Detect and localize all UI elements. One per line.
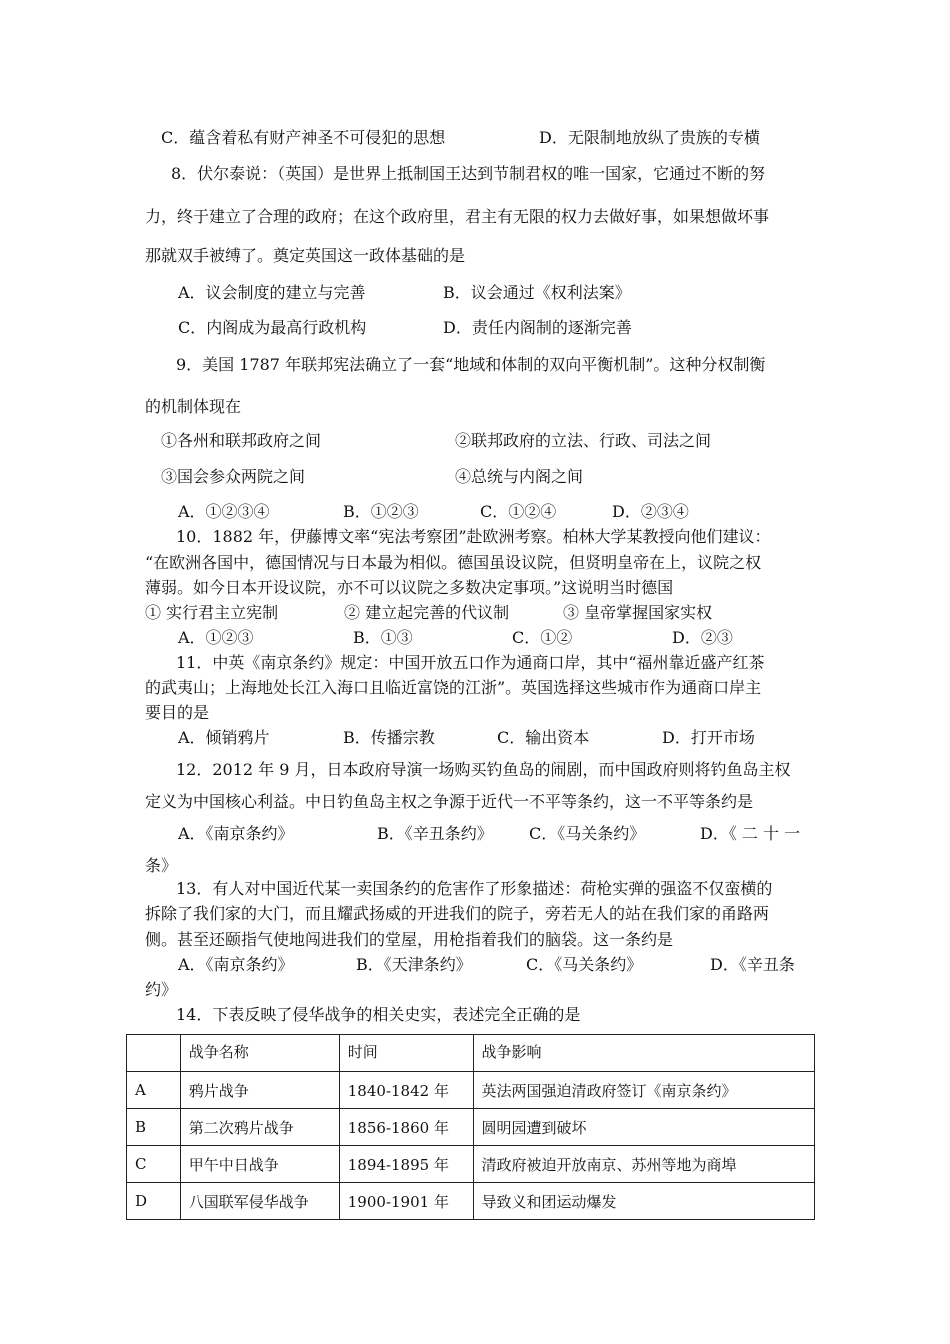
question-8-option-a: A．议会制度的建立与完善 <box>178 283 366 302</box>
question-9-stem-line-1: 9．美国 1787 年联邦宪法确立了一套“地域和体制的双向平衡机制”。这种分权制衡 <box>176 355 766 374</box>
table-cell: 1840-1842 年 <box>339 1072 473 1109</box>
question-8-option-b: B．议会通过《权利法案》 <box>443 283 631 302</box>
question-10-option-d: D．②③ <box>672 628 733 647</box>
question-13-stem-line-2: 拆除了我们家的大门，而且耀武扬威的开进我们的院子，旁若无人的站在我们家的甬路两 <box>145 904 770 923</box>
table-row <box>127 1146 815 1183</box>
question-10-option-b: B．①③ <box>353 628 413 647</box>
q7-option-d: D．无限制地放纵了贵族的专横 <box>539 128 760 147</box>
question-13-option-c: C．《马关条约》 <box>526 955 643 974</box>
table-header-row <box>127 1035 815 1072</box>
question-9-item-4: ④总统与内阁之间 <box>455 467 584 486</box>
question-8-option-d: D．责任内阁制的逐渐完善 <box>443 318 632 337</box>
table-header-cell: 时间 <box>339 1035 473 1072</box>
question-13-stem-line-3: 侧。甚至还颐指气使地闯进我们的堂屋，用枪指着我们的脑袋。这一条约是 <box>145 930 674 949</box>
table-cell: 清政府被迫开放南京、苏州等地为商埠 <box>473 1146 815 1183</box>
table-cell: 第二次鸦片战争 <box>180 1109 339 1146</box>
question-10-item-3: ③ 皇帝掌握国家实权 <box>563 603 713 622</box>
question-9-item-3: ③国会参众两院之间 <box>161 467 306 486</box>
question-11-option-c: C．输出资本 <box>497 728 590 747</box>
table-cell: 导致义和团运动爆发 <box>473 1183 815 1220</box>
table-cell: 圆明园遭到破坏 <box>473 1109 815 1146</box>
question-8-stem-line-3: 那就双手被缚了。奠定英国这一政体基础的是 <box>145 246 466 265</box>
question-13-option-d-continued: 约》 <box>145 980 178 999</box>
question-14-stem-line-1: 14．下表反映了侵华战争的相关史实，表述完全正确的是 <box>176 1005 581 1024</box>
question-11-stem-line-2: 的武夷山；上海地处长江入海口且临近富饶的江浙”。英国选择这些城市作为通商口岸主 <box>145 678 762 697</box>
question-9-option-d: D．②③④ <box>612 502 689 521</box>
question-12-option-d-continued: 条》 <box>145 856 178 875</box>
question-9-option-c: C．①②④ <box>480 502 557 521</box>
table-row <box>127 1109 815 1146</box>
question-12-stem-line-1: 12．2012 年 9 月，日本政府导演一场购买钓鱼岛的闹剧，而中国政府则将钓鱼岛主权 <box>176 760 791 779</box>
table-cell: 八国联军侵华战争 <box>180 1183 339 1220</box>
question-13-option-d: D．《辛丑条 <box>710 955 795 974</box>
question-10-option-a: A．①②③ <box>178 628 254 647</box>
question-10-stem-line-1: 10．1882 年，伊藤博文率“宪法考察团”赴欧洲考察。柏林大学某教授向他们建议： <box>176 527 771 546</box>
question-13-option-b: B．《天津条约》 <box>356 955 472 974</box>
table-header-cell: 战争名称 <box>180 1035 339 1072</box>
question-12-option-a: A．《南京条约》 <box>178 824 294 843</box>
table-cell: 鸦片战争 <box>180 1072 339 1109</box>
question-10-item-1: ① 实行君主立宪制 <box>145 603 279 622</box>
table-cell: 1856-1860 年 <box>339 1109 473 1146</box>
question-11-stem-line-3: 要目的是 <box>145 703 210 722</box>
question-8-stem-line-1: 8．伏尔泰说：（英国）是世界上抵制国王达到节制君权的唯一国家，它通过不断的努 <box>171 164 766 183</box>
table-cell: D <box>127 1183 181 1220</box>
question-10-item-2: ② 建立起完善的代议制 <box>344 603 510 622</box>
question-12-option-d: D．《 二 十 一 <box>700 824 801 843</box>
table-row <box>127 1183 815 1220</box>
question-10-stem-line-2: “在欧洲各国中，德国情况与日本最为相似。德国虽设议院，但贤明皇帝在上，议院之权 <box>145 553 762 572</box>
question-13-option-a: A．《南京条约》 <box>178 955 294 974</box>
question-9-option-a: A．①②③④ <box>178 502 270 521</box>
table-cell: C <box>127 1146 181 1183</box>
question-10-option-c: C．①② <box>512 628 573 647</box>
question-11-option-b: B．传播宗教 <box>343 728 435 747</box>
table-cell: 英法两国强迫清政府签订《南京条约》 <box>473 1072 815 1109</box>
question-9-item-1: ①各州和联邦政府之间 <box>161 431 322 450</box>
question-12-stem-line-2: 定义为中国核心利益。中日钓鱼岛主权之争源于近代一不平等条约，这一不平等条约是 <box>145 792 754 811</box>
table-row <box>127 1072 815 1109</box>
question-11-option-d: D．打开市场 <box>662 728 755 747</box>
table-cell: A <box>127 1072 181 1109</box>
table-cell: B <box>127 1109 181 1146</box>
question-9-stem-line-2: 的机制体现在 <box>145 397 242 416</box>
table-header-cell <box>127 1035 181 1072</box>
question-9-option-b: B．①②③ <box>343 502 419 521</box>
question-9-item-2: ②联邦政府的立法、行政、司法之间 <box>455 431 712 450</box>
table-cell: 甲午中日战争 <box>180 1146 339 1183</box>
table-cell: 1900-1901 年 <box>339 1183 473 1220</box>
question-8-stem-line-2: 力，终于建立了合理的政府；在这个政府里，君主有无限的权力去做好事，如果想做坏事 <box>145 207 770 226</box>
question-11-stem-line-1: 11．中英《南京条约》规定：中国开放五口作为通商口岸，其中“福州靠近盛产红茶 <box>176 653 765 672</box>
war-history-table <box>126 1034 815 1220</box>
table-header-cell: 战争影响 <box>473 1035 815 1072</box>
question-11-option-a: A．倾销鸦片 <box>178 728 270 747</box>
question-8-option-c: C．内阁成为最高行政机构 <box>178 318 367 337</box>
question-13-stem-line-1: 13．有人对中国近代某一卖国条约的危害作了形象描述：荷枪实弹的强盗不仅蛮横的 <box>176 879 773 898</box>
q7-option-c: C．蕴含着私有财产神圣不可侵犯的思想 <box>161 128 446 147</box>
question-10-stem-line-3: 薄弱。如今日本开设议院，亦不可以议院之多数决定事项。”这说明当时德国 <box>145 578 674 597</box>
question-12-option-b: B．《辛丑条约》 <box>377 824 493 843</box>
table-cell: 1894-1895 年 <box>339 1146 473 1183</box>
question-12-option-c: C．《马关条约》 <box>529 824 646 843</box>
